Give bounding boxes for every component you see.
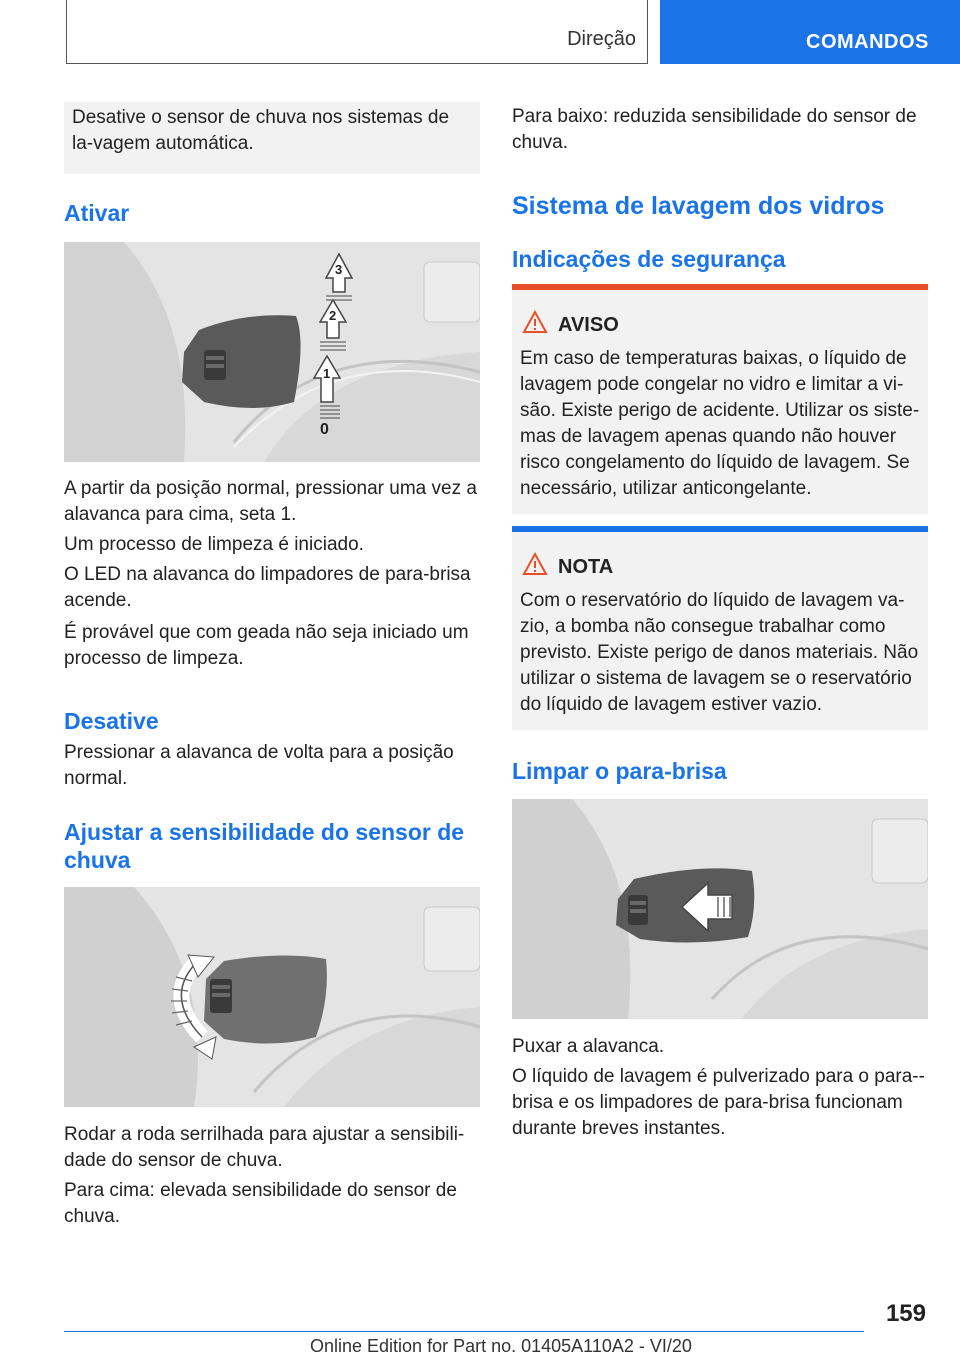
header-box — [66, 0, 648, 64]
heading-deactivate: Desative — [64, 708, 159, 734]
fig1-label-3: 3 — [335, 262, 343, 277]
heading-clean-windshield: Limpar o para-brisa — [512, 758, 727, 784]
header-section-title: Direção — [567, 28, 636, 50]
paragraph-pull-lever: Puxar a alavanca. — [512, 1036, 665, 1057]
paragraph-adjust-2: Para cima: elevada sensibilidade do sensor de chuva. — [64, 1180, 457, 1227]
paragraph-activate-2: Um processo de limpeza é iniciado. — [64, 534, 364, 555]
heading-safety-notes: Indicações de segurança — [512, 246, 786, 272]
paragraph-activate-4: É provável que com geada não seja iniciado um processo de limpeza. — [64, 622, 469, 669]
figure-lever-activate — [64, 242, 480, 462]
figure-lever-pull — [512, 799, 928, 1019]
info-note — [64, 102, 480, 174]
paragraph-wash-effect: O líquido de lavagem é pulverizado para o para--brisa e os limpadores de para-brisa funcionam durante breves instantes. — [512, 1066, 925, 1139]
paragraph-activate-1: A partir da posição normal, pressionar uma vez a alavanca para cima, seta 1. — [64, 478, 477, 525]
figure-lever-sensitivity — [64, 887, 480, 1107]
page-number: 159 — [885, 1300, 926, 1327]
header-tab-label: COMANDOS — [806, 31, 929, 53]
header-tab[interactable] — [660, 0, 960, 64]
paragraph-adjust-1: Rodar a roda serrilhada para ajustar a sensibili-dade do sensor de chuva. — [64, 1124, 465, 1171]
info-note-text: Desative o sensor de chuva nos sistemas de la-vagem automática. — [72, 107, 450, 154]
warning-title: AVISO — [558, 314, 619, 336]
paragraph-deactivate: Pressionar a alavanca de volta para a posição normal. — [64, 742, 454, 789]
warning-text: Em caso de temperaturas baixas, o líquido de lavagem pode congelar no vidro e limitar a vi-são. Existe perigo de acidente. Utilizar os siste-mas de lavagem apenas quando não houver risco congelamento do líquido de lavagem. Se necessário, utilizar anticongelante. — [520, 348, 920, 499]
warning-triangle-icon — [522, 310, 548, 334]
heading-adjust-sensitivity: Ajustar a sensibilidade do sensor de chuva — [64, 819, 465, 873]
paragraph-activate-3: O LED na alavanca do limpadores de para-brisa acende. — [64, 564, 471, 611]
notice-text: Com o reservatório do líquido de lavagem va-zio, a bomba não consegue trabalhar como previsto. Existe perigo de danos materiais. Não utilizar o sistema de lavagem se o reservatório do líquido de lavagem estiver vazio. — [520, 590, 919, 715]
footer-rule — [64, 1331, 864, 1332]
heading-activate: Ativar — [64, 200, 130, 226]
warning-box — [512, 290, 928, 514]
heading-washer-system: Sistema de lavagem dos vidros — [512, 192, 885, 220]
paragraph-sensitivity-down: Para baixo: reduzida sensibilidade do sensor de chuva. — [512, 106, 917, 153]
fig1-label-1: 1 — [323, 366, 331, 381]
fig1-label-2: 2 — [329, 308, 337, 323]
notice-triangle-icon — [522, 552, 548, 576]
fig1-label-0: 0 — [320, 421, 329, 438]
notice-title: NOTA — [558, 556, 614, 578]
notice-box — [512, 532, 928, 730]
footer-edition: Online Edition for Part no. 01405A110A2 - VI/20 — [310, 1336, 692, 1356]
